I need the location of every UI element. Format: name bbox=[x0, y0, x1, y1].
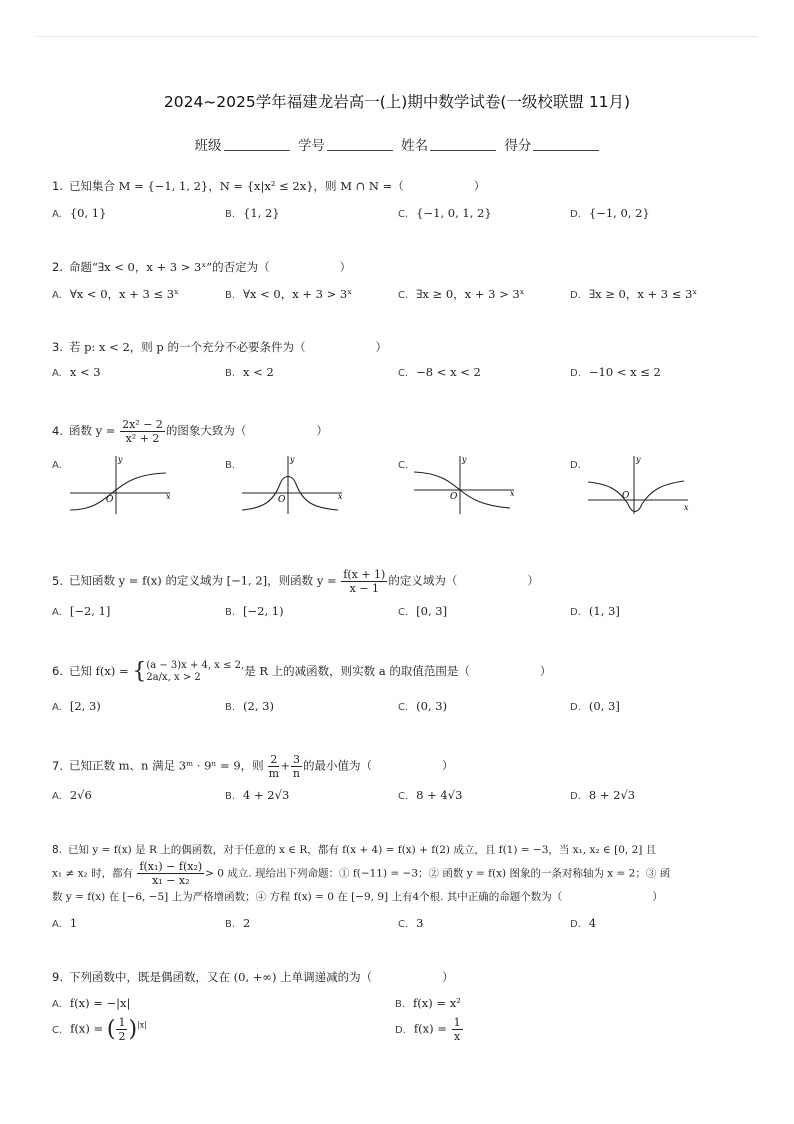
q9-option-c[interactable]: C. f(x) = ( $\frac{1}{2}$ )$^{|x|}$ bbox=[52, 1016, 147, 1043]
q6-option-c[interactable]: C. (0, 3) bbox=[398, 699, 448, 713]
q5-option-c[interactable]: C. [0, 3] bbox=[398, 604, 448, 618]
question-6: 6. 已知 f(x) = { (a − 3)x + 4, x ≤ 2, 2a/x, x > 2 是 R 上的减函数，则实数 a 的取值范围是（ ） bbox=[52, 659, 552, 684]
origin-label: O bbox=[278, 495, 286, 505]
q8-option-a[interactable]: A. 1 bbox=[52, 916, 78, 930]
q8-option-c[interactable]: C. 3 bbox=[398, 916, 424, 930]
question-2: 2. 命题“∃x < 0，x + 3 > 3ˣ”的否定为（ ） bbox=[52, 260, 352, 274]
origin-label: O bbox=[450, 492, 458, 502]
y-label: y bbox=[462, 455, 467, 464]
q4-option-d[interactable]: D. bbox=[570, 460, 581, 471]
q9-option-b[interactable]: B. f(x) = x² bbox=[395, 996, 461, 1010]
q1-option-b[interactable]: B. {1, 2} bbox=[225, 206, 280, 220]
q4-option-b[interactable]: B. bbox=[225, 460, 236, 471]
q6-option-d[interactable]: D. (0, 3] bbox=[570, 699, 620, 713]
header-rule bbox=[36, 36, 758, 37]
question-8: 8. 已知 y = f(x) 是 R 上的偶函数，对于任意的 x ∈ R，都有 f(x + 4) = f(x) + f(2) 成立，且 f(1) = −3，当 x₁, x₂ ∈ [0, 2] 且 x₁ ≠ x₂ 时，都有 $\frac{\text{f(x₁) − f(x₂)}}{\text{x₁ − x₂}}$ > 0 成立. 现给出下列命题：① f(−11) = −3；② 函数 y = f(x) 图象的一条对称轴为 x = 2；③ 函 数 y = f(x) 在 [−6, −5] 上为严格增函数；④ 方程 f(x) = 0 在 [−9, 9] 上有4个根. 其中正确的命题个数为（ ） bbox=[52, 844, 671, 903]
q1-option-d[interactable]: D. {−1, 0, 2} bbox=[570, 206, 650, 220]
score-field[interactable]: 得分 bbox=[504, 134, 599, 154]
q8-option-d[interactable]: D. 4 bbox=[570, 916, 597, 930]
q6-piecewise: (a − 3)x + 4, x ≤ 2, 2a/x, x > 2 bbox=[146, 660, 245, 683]
q4-graph-b[interactable] bbox=[238, 452, 348, 517]
exam-title: 2024~2025学年福建龙岩高一(上)期中数学试卷(一级校联盟 11月) bbox=[163, 93, 631, 111]
q5-option-a[interactable]: A. [−2, 1] bbox=[52, 604, 111, 618]
x-label: x bbox=[338, 492, 343, 501]
id-field[interactable]: 学号 bbox=[298, 134, 393, 154]
q7-option-d[interactable]: D. 8 + 2√3 bbox=[570, 788, 636, 802]
q6-option-b[interactable]: B. (2, 3) bbox=[225, 699, 274, 713]
q7-fraction-2: $\frac{3}{n}$ bbox=[292, 753, 300, 780]
q5-option-d[interactable]: D. (1, 3] bbox=[570, 604, 620, 618]
q4-graph-a[interactable] bbox=[66, 452, 176, 517]
q2-option-d[interactable]: D. ∃x ≥ 0，x + 3 ≤ 3ˣ bbox=[570, 287, 698, 301]
q5-option-b[interactable]: B. [−2, 1) bbox=[225, 604, 284, 618]
q3-option-a[interactable]: A. x < 3 bbox=[52, 365, 101, 379]
q8-option-b[interactable]: B. 2 bbox=[225, 916, 251, 930]
question-5: 5. 已知函数 y = f(x) 的定义域为 [−1, 2]，则函数 y = $\frac{f(x + 1)}{x - 1}$ 的定义域为（ ） bbox=[52, 568, 539, 595]
q3-option-d[interactable]: D. −10 < x ≤ 2 bbox=[570, 365, 661, 379]
x-label: x bbox=[166, 492, 171, 501]
q7-option-b[interactable]: B. 4 + 2√3 bbox=[225, 788, 290, 802]
q2-option-c[interactable]: C. ∃x ≥ 0，x + 3 > 3ˣ bbox=[398, 287, 525, 301]
q7-fraction-1: $\frac{2}{m}$ bbox=[268, 753, 280, 780]
q7-option-a[interactable]: A. 2√6 bbox=[52, 788, 92, 802]
q1-option-c[interactable]: C. {−1, 0, 1, 2} bbox=[398, 206, 492, 220]
q4-fraction: $\frac{\text{2x² − 2}}{\text{x² + 2}}$ bbox=[122, 418, 163, 445]
question-9: 9. 下列函数中，既是偶函数，又在 (0, +∞) 上单调递减的为（ ） bbox=[52, 970, 454, 984]
origin-label: O bbox=[106, 495, 114, 505]
question-3: 3. 若 p: x < 2，则 p 的一个充分不必要条件为（ ） bbox=[52, 340, 387, 354]
q4-graph-d[interactable] bbox=[584, 452, 694, 517]
x-label: x bbox=[510, 489, 515, 498]
q9-option-d[interactable]: D. f(x) = $\frac{1}{x}$ bbox=[395, 1016, 461, 1043]
q8-fraction: $\frac{\text{f(x₁) − f(x₂)}}{\text{x₁ − x₂}}$ bbox=[139, 860, 203, 887]
q4-option-c[interactable]: C. bbox=[398, 460, 409, 471]
curve-d bbox=[588, 481, 684, 512]
question-1: 1. 已知集合 M = {−1, 1, 2}，N = {x|x² ≤ 2x}，则 M ∩ N =（ ） bbox=[52, 179, 486, 193]
q2-option-a[interactable]: A. ∀x < 0，x + 3 ≤ 3ˣ bbox=[52, 287, 179, 301]
class-field[interactable]: 班级 bbox=[195, 134, 290, 154]
q5-fraction: $\frac{f(x + 1)}{x - 1}$ bbox=[343, 568, 386, 595]
question-7: 7. 已知正数 m、n 满足 3ᵐ · 9ⁿ = 9，则 $\frac{2}{m}$ + $\frac{3}{n}$ 的最小值为（ ） bbox=[52, 753, 454, 780]
q7-option-c[interactable]: C. 8 + 4√3 bbox=[398, 788, 463, 802]
q6-option-a[interactable]: A. [2, 3) bbox=[52, 699, 101, 713]
y-label: y bbox=[290, 455, 295, 464]
curve-a bbox=[70, 473, 166, 510]
q3-option-b[interactable]: B. x < 2 bbox=[225, 365, 274, 379]
q3-option-c[interactable]: C. −8 < x < 2 bbox=[398, 365, 481, 379]
student-info-line bbox=[0, 134, 794, 154]
q4-option-a[interactable]: A. bbox=[52, 460, 62, 471]
y-label: y bbox=[636, 455, 641, 464]
x-label: x bbox=[684, 503, 689, 512]
name-field[interactable]: 姓名 bbox=[401, 134, 496, 154]
question-4: 4. 函数 y = $\frac{\text{2x² − 2}}{\text{x² + 2}}$ 的图象大致为（ ） bbox=[52, 418, 328, 445]
q9-option-a[interactable]: A. f(x) = −|x| bbox=[52, 996, 131, 1010]
q1-option-a[interactable]: A. {0, 1} bbox=[52, 206, 107, 220]
q9c-fraction: $\frac{1}{2}$ bbox=[118, 1016, 126, 1043]
y-label: y bbox=[118, 455, 123, 464]
q9d-fraction: $\frac{1}{x}$ bbox=[453, 1016, 461, 1043]
origin-label: O bbox=[622, 491, 630, 501]
q2-option-b[interactable]: B. ∀x < 0，x + 3 > 3ˣ bbox=[225, 287, 353, 301]
q4-graph-c[interactable] bbox=[410, 452, 520, 517]
